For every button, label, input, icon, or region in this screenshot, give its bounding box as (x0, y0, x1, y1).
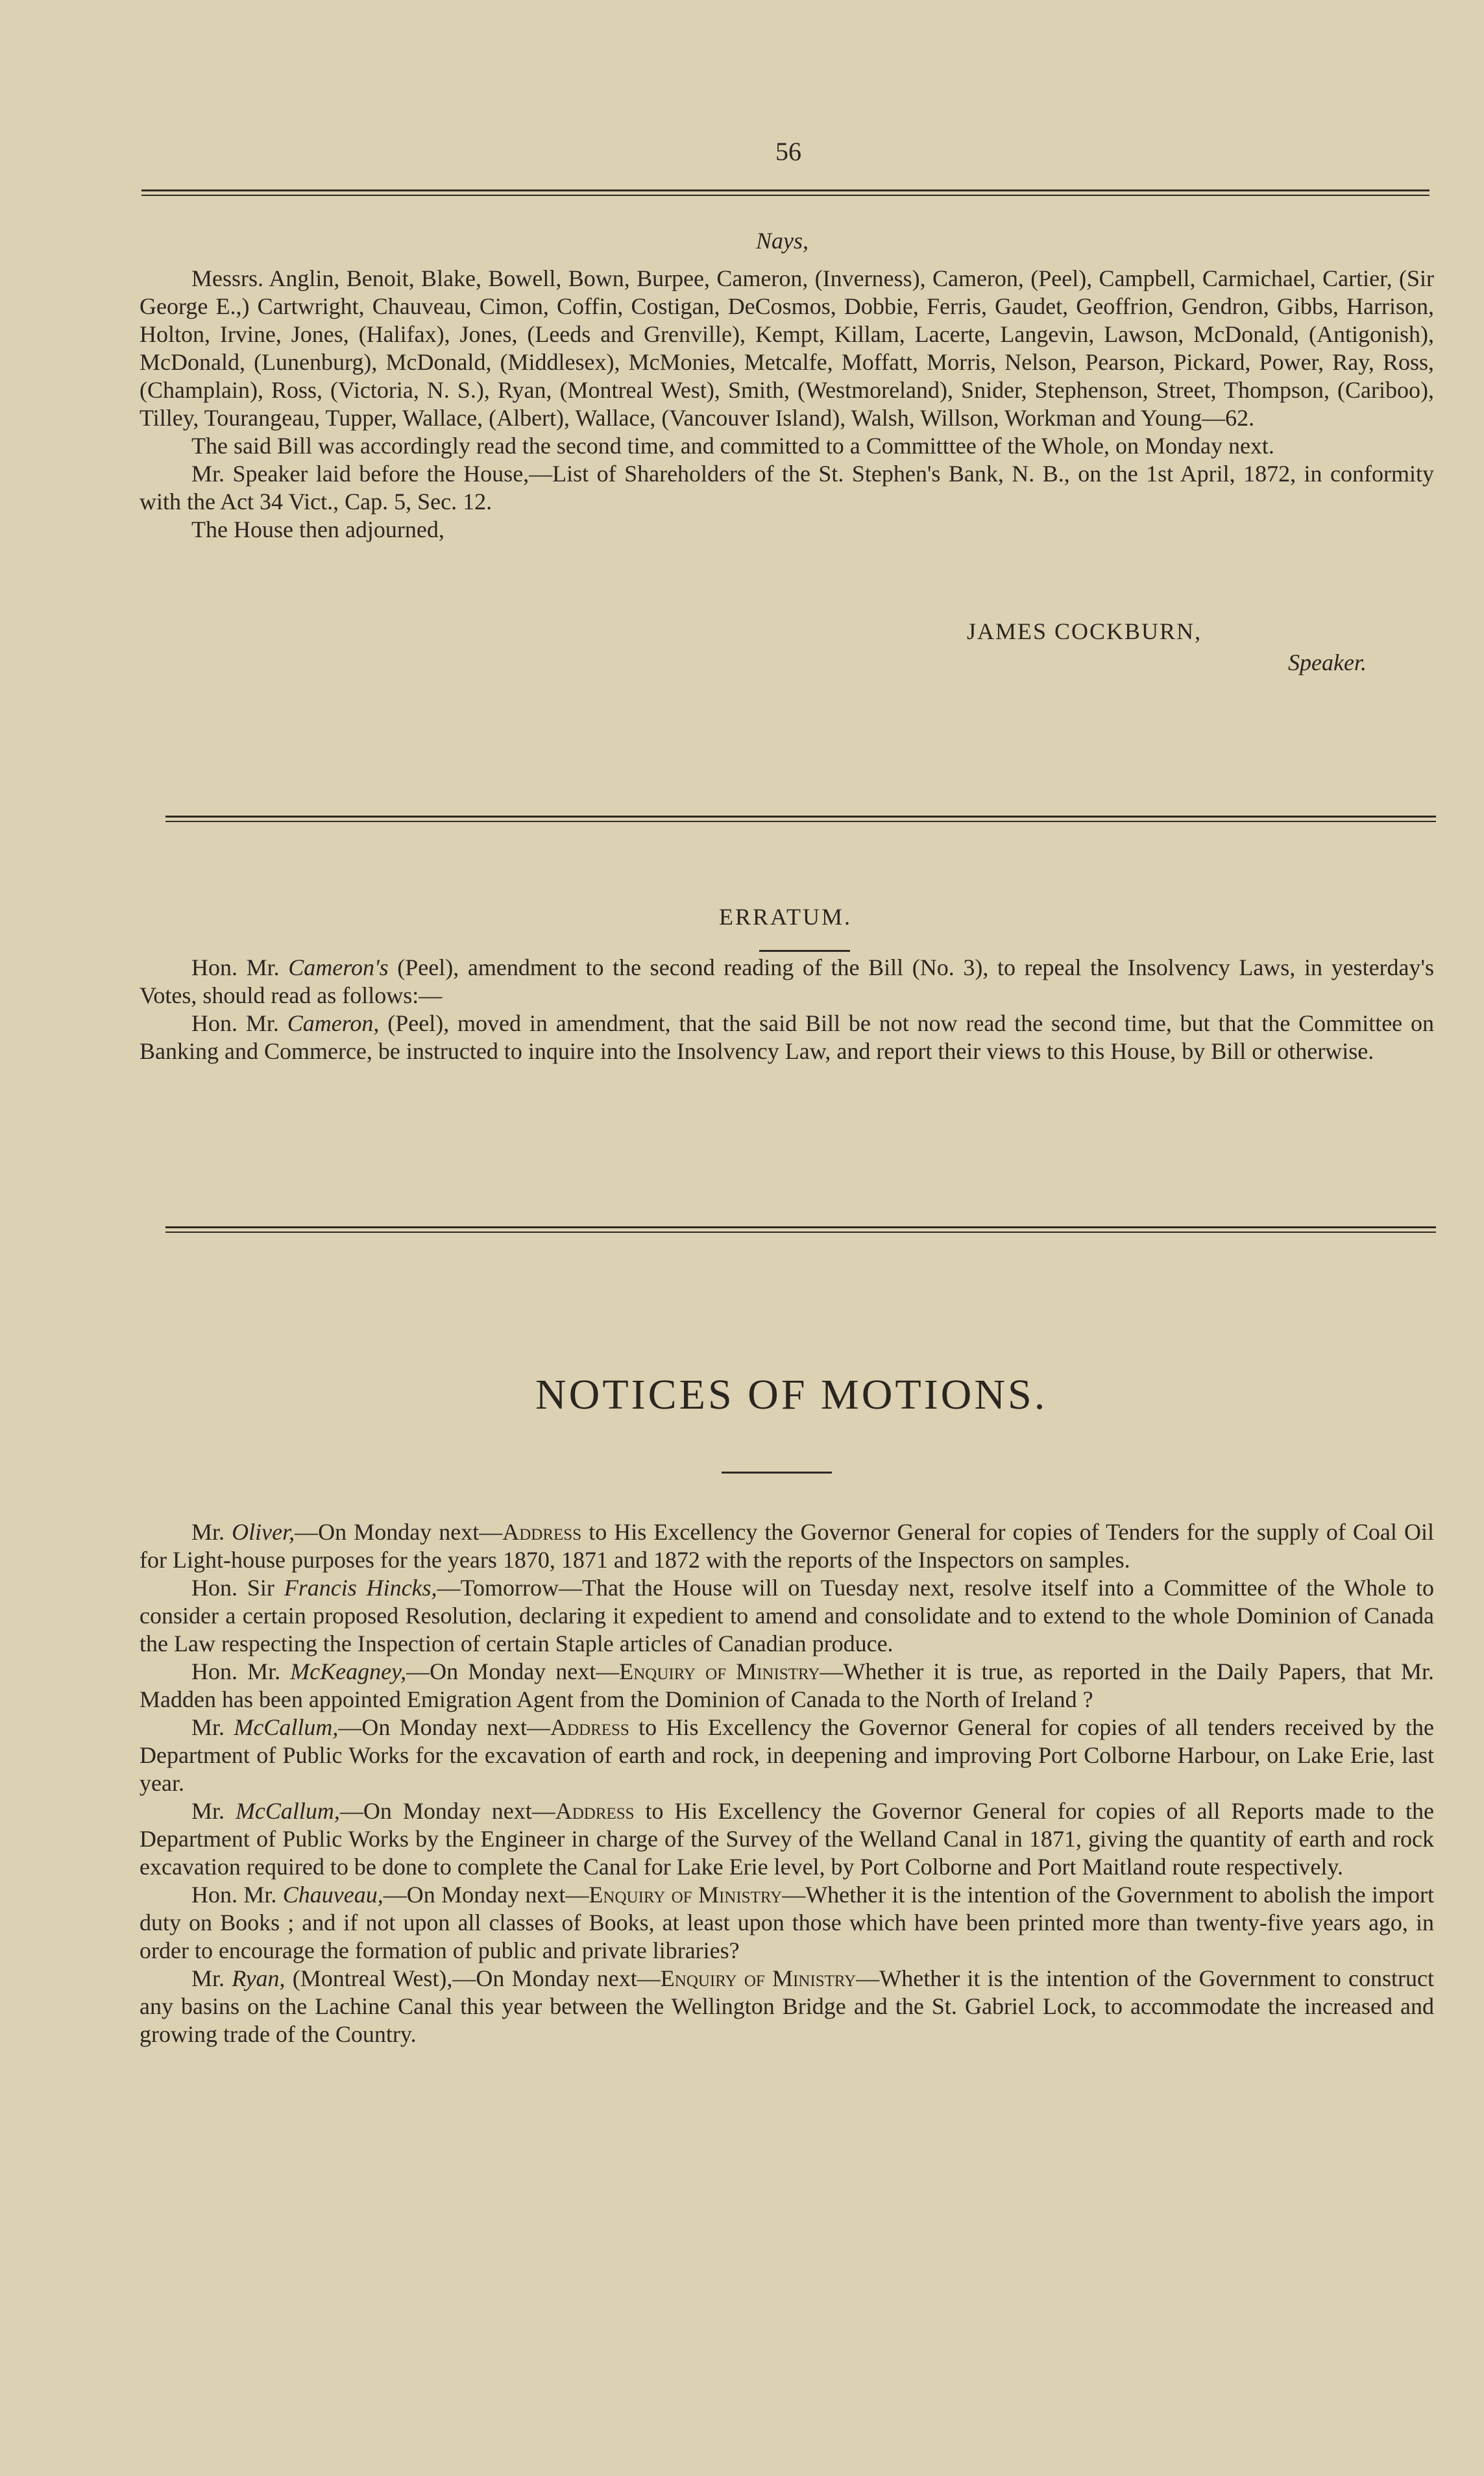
nays-members: Messrs. Anglin, Benoit, Blake, Bowell, Bown, Burpee, Cameron, (Inverness), Cameron, (Peel), Campbell, Carmichael, Cartier, (Sir George E.,) Cartwright, Chauveau, Cimon, Coffin, Costigan, DeCosmos, Dobbie, Ferris, Gaudet, Geoffrion, Gendron, Gibbs, Harrison, Holton, Irvine, Jones, (Halifax), Jones, (Leeds and Grenville), Kempt, Killam, Lacerte, Langevin, Lawson, McDonald, (Antigonish), McDonald, (Lunenburg), McDonald, (Middlesex), McMonies, Metcalfe, Moffatt, Morris, Nelson, Pearson, Pickard, Power, Ray, Ross, (Champlain), Ross, (Victoria, N. S.), Ryan, (Montreal West), Smith, (Westmoreland), Snider, Stephenson, Street, Thompson, (Cariboo), Tilley, Tourangeau, Tupper, Wallace, (Albert), Wallace, (Vancouver Island), Walsh, Willson, Workman and Young—62. (140, 265, 1434, 431)
notice-item: Mr. Ryan, (Montreal West),—On Monday next—Enquiry of Ministry—Whether it is the intention of the Government to construct any basins on the Lachine Canal this year between the Wellington Bridge and the St. Gabriel Lock, to accommodate the increased and growing trade of the Country. (140, 1965, 1434, 2047)
speaker-laid-paragraph: Mr. Speaker laid before the House,—List of Shareholders of the St. Stephen's Bank, N. B., on the 1st April, 1872, in conformity with the Act 34 Vict., Cap. 5, Sec. 12. (140, 461, 1434, 515)
divider-double-rule-2 (165, 1226, 1436, 1228)
divider-double-rule (165, 816, 1436, 818)
erratum-paragraph-1: Hon. Mr. Cameron's (Peel), amendment to the second reading of the Bill (No. 3), to repeal the Insolvency Laws, in yesterday's Votes, should read as follows:— (140, 954, 1435, 1008)
erratum-heading: ERRATUM. (719, 904, 853, 930)
bill-read-paragraph: The said Bill was accordingly read the second time, and committed to a Committtee of the Whole, on Monday next. (191, 433, 1274, 459)
notice-item: Mr. McCallum,—On Monday next—Address to His Excellency the Governor General for copies of all tenders received by the Department of Public Works for the excavation of earth and rock, in deepening and improving Port Colborne Harbour, on Lake Erie, last year. (140, 1714, 1434, 1796)
notice-item: Hon. Mr. McKeagney,—On Monday next—Enquiry of Ministry—Whether it is true, as reported in the Daily Papers, that Mr. Madden has been appointed Emigration Agent from the Dominion of Canada to the North of Ireland ? (140, 1658, 1435, 1712)
notice-item: Hon. Mr. Chauveau,—On Monday next—Enquiry of Ministry—Whether it is the intention of the Government to abolish the import duty on Books ; and if not upon all classes of Books, at least upon those which have been printed more than twenty-five years ago, in order to encourage the formation of public and private libraries? (140, 1882, 1435, 1963)
top-double-rule (141, 189, 1429, 191)
notice-item: Hon. Sir Francis Hincks,—Tomorrow—That the House will on Tuesday next, resolve itself into a Committee of the Whole to consider a certain proposed Resolution, declaring it expedient to amend and consolidate and to extend to the whole Dominion of Canada the Law respecting the Inspection of certain Staple articles of Canadian produce. (140, 1575, 1434, 1657)
notices-list (140, 1518, 1434, 2048)
speaker-signature-title: Speaker. (1288, 649, 1367, 675)
nays-heading: Nays, (756, 228, 809, 254)
erratum-short-rule (759, 950, 850, 952)
page-number: 56 (775, 137, 801, 166)
notices-short-rule (722, 1472, 832, 1474)
speaker-signature-name: JAMES COCKBURN, (967, 618, 1202, 644)
nays-section (140, 265, 1434, 544)
adjourned-paragraph: The House then adjourned, (191, 516, 444, 542)
notices-heading: NOTICES OF MOTIONS. (535, 1371, 1048, 1418)
notice-item: Mr. McCallum,—On Monday next—Address to His Excellency the Governor General for copies of all Reports made to the Department of Public Works by the Engineer in charge of the Survey of the Welland Canal in 1871, giving the quantity of earth and rock excavation required to be done to complete the Canal for Lake Erie level, by Port Colborne and Port Maitland route respectively. (140, 1798, 1435, 1880)
erratum-section (140, 954, 1434, 1065)
notice-item: Mr. Oliver,—On Monday next—Address to His Excellency the Governor General for copies of Tenders for the supply of Coal Oil for Light-house purposes for the years 1870, 1871 and 1872 with the reports of the Inspectors on samples. (140, 1519, 1435, 1573)
erratum-paragraph-2: Hon. Mr. Cameron, (Peel), moved in amendment, that the said Bill be not now read the second time, but that the Committee on Banking and Commerce, be instructed to inquire into the Insolvency Law, and report their views to this House, by Bill or otherwise. (140, 1010, 1435, 1064)
